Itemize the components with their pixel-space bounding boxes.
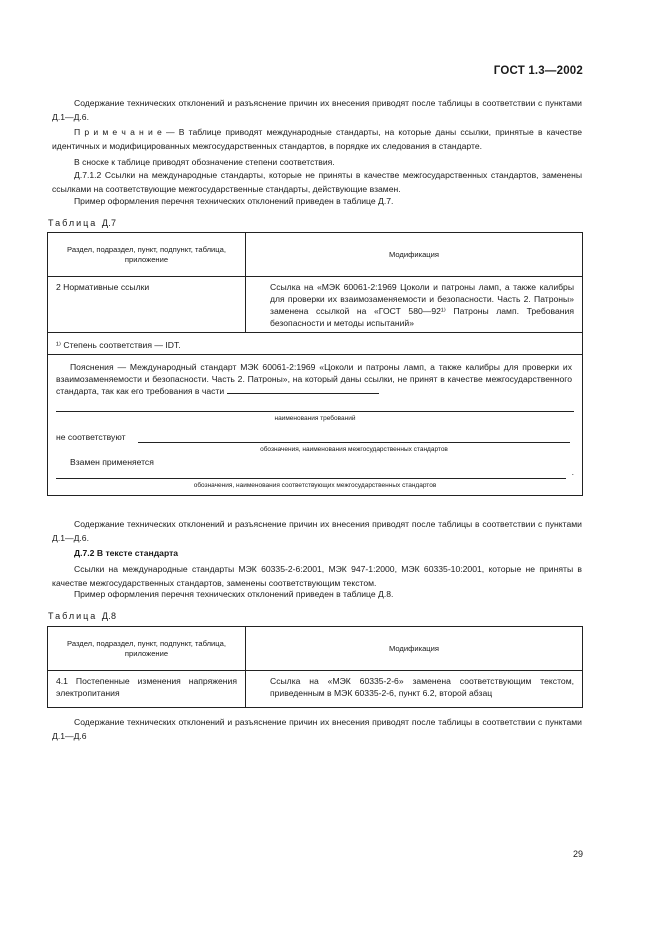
column-header: Модификация	[388, 643, 440, 653]
explanation-body: Пояснения — Международный стандарт МЭК 60061-2:1969 «Цоколи и патроны ламп, а также калибры для проверки их взаимозаменяемости и безопасности. Часть 2. Патроны», на который даны ссылки, не принят в качестве межгосударственного стандарта, так как его требования в части	[56, 362, 572, 396]
table-cell: 4.1 Постепенные изменения напряжения электропитания	[48, 671, 246, 707]
table-caption-word: Таблица	[48, 218, 98, 228]
table-footnote-row	[48, 333, 582, 355]
line-caption: обозначения, наименования соответствующих межгосударственных стандартов	[193, 482, 437, 489]
document-header: ГОСТ 1.3—2002	[493, 65, 583, 77]
table-cell: Ссылка на «МЭК 60335-2-6» заменена соответствующим текстом, приведенным в МЭК 60335-2-6, пункт 6.2, второй абзац	[270, 676, 574, 698]
paragraph: Д.7.1.2 Ссылки на международные стандарты, которые не приняты в качестве межгосударственных стандартов, заменены ссылками на соответствующие межгосударственные стандарты, действующие взамен.	[52, 170, 582, 194]
table-header-row	[48, 233, 582, 277]
paragraph: Пример оформления перечня технических отклонений приведен в таблице Д.8.	[74, 589, 394, 599]
paragraph: Ссылки на международные стандарты МЭК 60335-2-6:2001, МЭК 947-1:2000, МЭК 60335-10:2001, которые не приняты в качестве межгосударственных стандартов, заменены соответствующим текстом.	[52, 564, 582, 588]
column-header: Модификация	[388, 249, 440, 259]
table-cell: Ссылка на «МЭК 60061-2:1969 Цоколи и патроны ламп, а также калибры для проверки их взаимозаменяемости и безопасности. Часть 2. Патроны» заменена ссылкой на «ГОСТ 580—92¹⁾ Патроны ламп. Требования безопасности и методы испытаний»	[270, 282, 574, 328]
table-cell: 2 Нормативные ссылки	[48, 277, 246, 332]
column-header: Раздел, подраздел, пункт, подпункт, таблица, приложение	[48, 233, 246, 276]
paragraph: Пример оформления перечня технических отклонений приведен в таблице Д.7.	[74, 196, 394, 206]
end-mark: .	[571, 467, 574, 477]
instead-label: Взамен применяется	[70, 457, 154, 467]
table-caption-word: Таблица	[48, 611, 98, 621]
table-d7	[47, 232, 583, 496]
table-d8	[47, 626, 583, 708]
line-caption: наименования требований	[274, 415, 356, 422]
table-caption-number: Д.8	[101, 611, 117, 621]
footnote: ¹⁾ Степень соответствия — IDT.	[56, 340, 181, 350]
section-heading: Д.7.2 В тексте стандарта	[74, 548, 179, 558]
explanation-text	[48, 357, 582, 401]
table-caption	[48, 611, 116, 621]
table-header-row	[48, 627, 582, 671]
fill-line	[138, 442, 570, 443]
line-caption: обозначения, наименования межгосударственных стандартов	[260, 446, 448, 453]
paragraph: Содержание технических отклонений и разъяснение причин их внесения приводят после таблицы в соответствии с пунктами Д.1—Д.6.	[52, 519, 582, 543]
not-conform-label: не соответствуют	[56, 432, 126, 442]
page-number: 29	[572, 849, 583, 859]
paragraph: Содержание технических отклонений и разъяснение причин их внесения приводят после таблицы в соответствии с пунктами Д.1—Д.6.	[52, 98, 582, 122]
paragraph: В сноске к таблице приводят обозначение степени соответствия.	[74, 157, 335, 167]
table-caption	[48, 218, 116, 228]
table-row	[48, 277, 582, 333]
table-explanation-row	[48, 355, 582, 495]
fill-line	[56, 478, 566, 479]
table-caption-number: Д.7	[101, 218, 117, 228]
column-header: Раздел, подраздел, пункт, подпункт, таблица, приложение	[48, 627, 246, 670]
table-row	[48, 671, 582, 707]
fill-line	[56, 411, 574, 412]
paragraph: Содержание технических отклонений и разъяснение причин их внесения приводят после таблицы в соответствии с пунктами Д.1—Д.6	[52, 717, 582, 741]
note-paragraph: П р и м е ч а н и е — В таблице приводят международные стандарты, на которые даны ссылки, принятые в качестве идентичных и модифицированных межгосударственных стандартов, в порядке их следования в стандарте.	[52, 127, 582, 151]
fill-line	[227, 393, 379, 394]
